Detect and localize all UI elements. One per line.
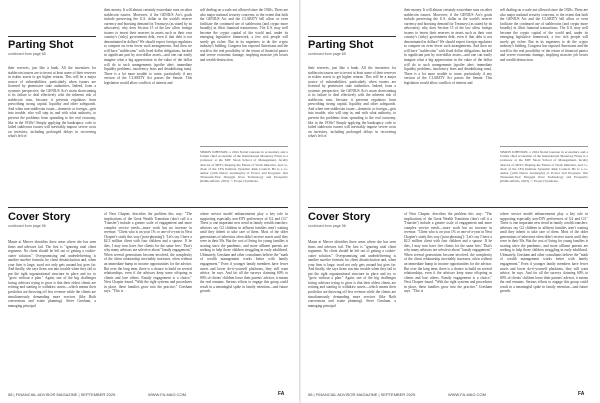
cover-story-column-3	[200, 212, 288, 294]
parting-shot-column-3	[200, 8, 288, 63]
cover-story-column-1	[308, 240, 396, 308]
cover-story-title: Cover Story	[8, 211, 71, 223]
site-url: WWW.FA-MAG.COM	[148, 392, 186, 397]
section-divider	[8, 207, 288, 208]
section-rule	[308, 36, 396, 37]
body-text: self dealing on a scale not allowed since the 1920s. There are also major national security concerns, to the extent that both the GENIUS Act and the CLARITY bill allow or even facilitate the continued use of stablecoins (and crypto more broadly) in illicit financial transactions. The U.S. may well become the crypto capital of the world and, under its emerging legislative framework, a few rich people will surely get richer. But in its eagerness to do the crypto industry's bidding, Congress has exposed Americans and the world to the real possibility of the return of financial panics and severe economic damage, implying massive job losses and wealth destruction.	[500, 8, 588, 63]
left-page	[8, 0, 292, 403]
fa-logo: FA	[578, 391, 585, 397]
fa-logo: FA	[278, 391, 285, 397]
page-gutter	[299, 0, 301, 403]
body-text: Maute at Mercer identifies three areas where she has seen firms and advisors fail. The first is "ignoring total client segments. No client should be left out of getting a cookie-cutter solution." Overpromising and underdelivering is another surefire formula for client dissatisfaction and, when your firm is large, word not only gets around but goes far. And finally, she says firms run into trouble when they fail to put the right organizational structure in place and try to "grow without a plan." Again, one of the big challenges facing advisors trying to grow is that their oldest clients are retiring and starting to withdraw assets—which means their portfolios are throwing off less revenue while the clients are simultaneously demanding more services (like Roth conversions and estate planning). Steve Gresham, a managing principal	[8, 240, 96, 308]
site-url: WWW.FA-MAG.COM	[448, 392, 486, 397]
right-page	[308, 0, 592, 403]
cover-story-column-3	[500, 212, 588, 294]
parting-shot-title: Parting Shot	[8, 39, 74, 51]
parting-shot-title: Parting Shot	[308, 39, 374, 51]
parting-shot-column-2	[104, 8, 192, 85]
cover-story-header	[8, 212, 70, 228]
body-text: their money. It will almost certainly exacerbate runs on other stablecoin issuers. Moreover, if the GENIUS Act's goals include preserving the U.S. dollar as the world's reserve currency and boosting demand for Treasurys (as stated by its advocates), why does Section 15 of the law allow foreign issuers to invest their reserves in assets such as their own country's (risky) government debt, even if that debt is not denominated in dollars? We should expect foreign regulators to compete on even fewer such arrangements. And then we will have "stablecoins" with fixed dollar obligations, backed in significant part by non-dollar assets—and one can easily imagine what a big appreciation in the value of the dollar will do to such arrangements (spoiler alert: immediate liquidity problems, insolvency fears and destabilizing runs). There is a lot more trouble to come, particularly if any version of the CLARITY Act passes the Senate. This legislation would allow conflicts of interest and	[404, 8, 492, 85]
body-text: self dealing on a scale not allowed since the 1920s. There are also major national security concerns, to the extent that both the GENIUS Act and the CLARITY bill allow or even facilitate the continued use of stablecoins (and crypto more broadly) in illicit financial transactions. The U.S. may well become the crypto capital of the world and, under its emerging legislative framework, a few rich people will surely get richer. But in its eagerness to do the crypto industry's bidding, Congress has exposed Americans and the world to the real possibility of the return of financial panics and severe economic damage, implying massive job losses and wealth destruction.	[200, 8, 288, 63]
cover-story-continued: continued from page 56	[308, 224, 346, 228]
section-divider	[308, 207, 588, 208]
body-text: their reserves, just like a bank. All the incentives for stablecoin issuers are to invest at least some of their reserves in riskier assets to get higher returns. This will be a major source of vulnerabilities, particularly when issuers are licensed by permissive state authorities. Indeed, from a systemic perspective, the GENIUS Act's main shortcoming is its failure to deal effectively with the inherent risk of stablecoin runs, because it prevents regulators from prescribing strong capital, liquidity and other safeguards. And when non-stablecoin issuer—domestic or foreign—gets into trouble, who will step in, and with what authority, to prevent the problems from spreading to the real economy, like in the 1930s? Simply applying the bankruptcy code to failed stablecoin issuers will inevitably impose severe costs on investors, including prolonged delays in recovering what's left of	[8, 66, 96, 139]
body-text: Maute at Mercer identifies three areas where she has seen firms and advisors fail. The first is "ignoring total client segments. No client should be left out of getting a cookie-cutter solution." Overpromising and underdelivering is another surefire formula for client dissatisfaction and, when your firm is large, word not only gets around but goes far. And finally, she says firms run into trouble when they fail to put the right organizational structure in place and try to "grow without a plan." Again, one of the big challenges facing advisors trying to grow is that their oldest clients are retiring and starting to withdraw assets—which means their portfolios are throwing off less revenue while the clients are simultaneously demanding more services (like Roth conversions and estate planning). Steve Gresham, a managing principal	[308, 240, 396, 308]
parting-shot-column-3	[500, 8, 588, 63]
parting-shot-column-2	[404, 8, 492, 85]
parting-shot-continued: continued from page 65	[308, 52, 346, 56]
cover-story-continued: continued from page 56	[8, 224, 46, 228]
parting-shot-header	[308, 40, 373, 56]
body-text: where service model enhancements play a key role in supporting especially non-DIY preferences of G2 and G3." There is one important new trend in family wealth transfers: advisors say G2 children in affluent families aren't waiting until they inherit to take care of them. Most of the older generations of inheritors often didn't receive assets until they were in their 50s. But the cost of living for young families is soaring since the pandemic, and more affluent parents are seeking to help those children struggling in early adulthood. Ultimately, Gresham and other consultants believe the "math of wealth management works better with family engagement." Even if younger family members have fewer assets and lower do-it-yourself platforms, they still want advice, he says. And for all the surveys claiming 60% to 80% of clients' children leave their parents' advisor, it means the real remains. Serious efforts to engage this group could result in a meaningful spike in family retention—and future growth.	[200, 212, 288, 294]
bio-rule	[200, 146, 288, 147]
parting-shot-continued: continued from page 65	[8, 52, 46, 56]
cover-story-column-2	[104, 212, 192, 294]
cover-story-column-2	[404, 212, 492, 294]
body-text: their reserves, just like a bank. All the incentives for stablecoin issuers are to invest at least some of their reserves in riskier assets to get higher returns. This will be a major source of vulnerabilities, particularly when issuers are licensed by permissive state authorities. Indeed, from a systemic perspective, the GENIUS Act's main shortcoming is its failure to deal effectively with the inherent risk of stablecoin runs, because it prevents regulators from prescribing strong capital, liquidity and other safeguards. And when non-stablecoin issuer—domestic or foreign—gets into trouble, who will step in, and with what authority, to prevent the problems from spreading to the real economy, like in the 1930s? Simply applying the bankruptcy code to failed stablecoin issuers will inevitably impose severe costs on investors, including prolonged delays in recovering what's left of	[308, 66, 396, 139]
body-text: of Next Chapter, describes the problem this way: "The implications of the Great Wealth Transition (don't call it a 'Transfer') include a greater scale of engagement and more complex service needs—more work but no increase in revenue. "Client who is on your 1% or one-of-a-year in Next Chapter's study this way ('para-phrasing'): 'Let's say I have a $2.5 million client with four children and a spouse. If he dies, I may now have five clients for the same fees.' That's why many advisors are selective about "family engagement." When several generations become involved, the complexity of the client relationship inevitably increases, often without an immediate bump in income opportunities for the advisor. But over the long term, there is a chance to build on several relationships, even if the advisors keep some offspring as clients and lose others. Family engagement is a choice," Next Chapter found. "With the right systems and procedures in place, these families grow into the practice," Gresham says. "This is	[404, 212, 492, 294]
section-rule	[8, 36, 96, 37]
body-text: where service model enhancements play a key role in supporting especially non-DIY preferences of G2 and G3." There is one important new trend in family wealth transfers: advisors say G2 children in affluent families aren't waiting until they inherit to take care of them. Most of the older generations of inheritors often didn't receive assets until they were in their 50s. But the cost of living for young families is soaring since the pandemic, and more affluent parents are seeking to help those children struggling in early adulthood. Ultimately, Gresham and other consultants believe the "math of wealth management works better with family engagement." Even if younger family members have fewer assets and lower do-it-yourself platforms, they still want advice, he says. And for all the surveys claiming 60% to 80% of clients' children leave their parents' advisor, it means the real remains. Serious efforts to engage this group could result in a meaningful spike in family retention—and future growth.	[500, 212, 588, 294]
bio-rule	[500, 146, 588, 147]
page-folio: 58 | FINANCIAL ADVISOR MAGAZINE | SEPTEMBER 2025	[8, 392, 116, 397]
parting-shot-header	[8, 40, 73, 56]
page-folio: 58 | FINANCIAL ADVISOR MAGAZINE | SEPTEMBER 2025	[308, 392, 416, 397]
parting-shot-column-1	[8, 66, 96, 139]
body-text: of Next Chapter, describes the problem this way: "The implications of the Great Wealth Transition (don't call it a 'Transfer') include a greater scale of engagement and more complex service needs—more work but no increase in revenue. "Client who is on your 1% or one-of-a-year in Next Chapter's study this way ('para-phrasing'): 'Let's say I have a $2.5 million client with four children and a spouse. If he dies, I may now have five clients for the same fees.' That's why many advisors are selective about "family engagement." When several generations become involved, the complexity of the client relationship inevitably increases, often without an immediate bump in income opportunities for the advisor. But over the long term, there is a chance to build on several relationships, even if the advisors keep some offspring as clients and lose others. Family engagement is a choice," Next Chapter found. "With the right systems and procedures in place, these families grow into the practice," Gresham says. "This is	[104, 212, 192, 294]
parting-shot-column-1	[308, 66, 396, 139]
body-text: their money. It will almost certainly exacerbate runs on other stablecoin issuers. Moreover, if the GENIUS Act's goals include preserving the U.S. dollar as the world's reserve currency and boosting demand for Treasurys (as stated by its advocates), why does Section 15 of the law allow foreign issuers to invest their reserves in assets such as their own country's (risky) government debt, even if that debt is not denominated in dollars? We should expect foreign regulators to compete on even fewer such arrangements. And then we will have "stablecoins" with fixed dollar obligations, backed in significant part by non-dollar assets—and one can easily imagine what a big appreciation in the value of the dollar will do to such arrangements (spoiler alert: immediate liquidity problems, insolvency fears and destabilizing runs). There is a lot more trouble to come, particularly if any version of the CLARITY Act passes the Senate. This legislation would allow conflicts of interest and	[104, 8, 192, 85]
author-bio: SIMON JOHNSON, a 2024 Nobel laureate in economics and a former chief economist of the International Monetary Fund, is a professor at the MIT Sloan School of Management, faculty director of MIT's Shaping the Future of Work Initiative, and co-chair of the CFA Institute Systemic Risk Council. He is a co-author (with Daron Acemoglu) of Power and Progress: Our Thousand-Year Struggle Over Technology and Prosperity (PublicAffairs, 2023). © Project Syndicate.	[500, 150, 588, 184]
cover-story-title: Cover Story	[308, 211, 371, 223]
cover-story-column-1	[8, 240, 96, 308]
cover-story-header	[308, 212, 370, 228]
author-bio: SIMON JOHNSON, a 2024 Nobel laureate in economics and a former chief economist of the International Monetary Fund, is a professor at the MIT Sloan School of Management, faculty director of MIT's Shaping the Future of Work Initiative, and co-chair of the CFA Institute Systemic Risk Council. He is a co-author (with Daron Acemoglu) of Power and Progress: Our Thousand-Year Struggle Over Technology and Prosperity (PublicAffairs, 2023). © Project Syndicate.	[200, 150, 288, 184]
